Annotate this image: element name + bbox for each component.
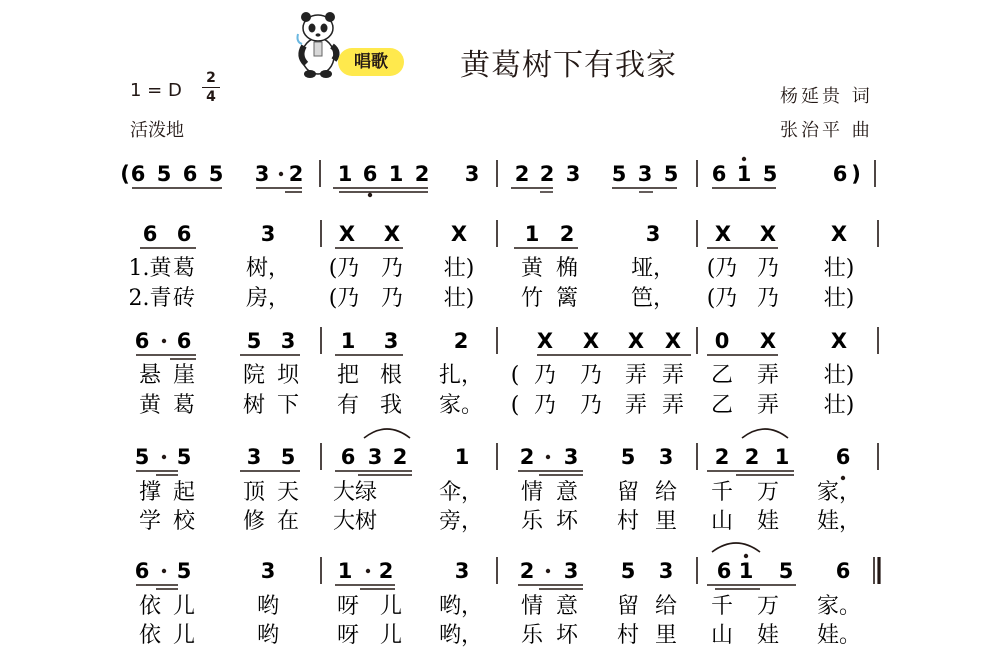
row4-dot [546,569,550,573]
lyric-verse1: (乃 [328,256,360,281]
lyric-verse2: 砖 [172,286,196,311]
row3-note: 5 [176,445,192,469]
lyric-verse1: 千 [710,594,734,619]
lyric-verse1: 弄 [756,363,780,388]
lyric-verse2: 里 [654,623,678,648]
row2-note: X [664,329,682,353]
row1-note: 3 [260,222,276,246]
intro-note: 1 [736,162,752,186]
meter-top: 2 [206,70,216,86]
lyric-verse2: 大树 [332,509,378,534]
row1-note: X [383,222,401,246]
intro-note: 3 [565,162,581,186]
row2-note: 3 [383,329,399,353]
intro-note: 3 [464,162,480,186]
row4-note: 5 [176,559,192,583]
lyric-verse2: 2.青 [128,286,172,311]
row3-note: 1 [454,445,470,469]
row2-note: 6 [176,329,192,353]
lyric-verse1: 悬 [138,363,162,388]
lyric-verse1: 把 [336,363,360,388]
lyric-verse2: 坏 [555,623,579,648]
row1-note: X [450,222,468,246]
lyric-verse1: 家。 [816,594,862,619]
lyric-verse2: ( [510,393,520,418]
lyric-verse2: 乃 [579,393,603,418]
lyric-verse2: 村 [616,623,640,648]
row3-note: 3 [367,445,383,469]
lyric-verse1: 万 [756,594,780,619]
tempo-marking: 活泼地 [130,120,184,141]
lyric-verse1: 壮) [823,256,855,281]
lyric-verse2: 有 [336,393,360,418]
row4-note: 3 [454,559,470,583]
singing-badge: 唱歌 [338,48,404,76]
row4-dot [366,569,370,573]
lyric-verse2: 娃 [756,623,780,648]
lyric-verse1: 树， [245,256,291,281]
row4-high-octave-dot [744,554,748,558]
row3-note: 3 [246,445,262,469]
lyricist-credit: 杨延贵 词 [780,86,873,107]
intro-note: 2 [539,162,555,186]
lyric-verse2: 黄 [138,393,162,418]
row3-low-octave-dot [841,476,845,480]
key-signature: 1 = D [130,80,182,101]
lyric-verse2: 哟， [438,623,484,648]
intro-note: 3 [254,162,270,186]
lyric-verse2: 树 [242,393,266,418]
lyric-verse1: 崖 [172,363,196,388]
lyric-verse1: 乃 [380,256,404,281]
lyric-verse1: 根 [379,363,403,388]
lyric-verse2: (乃 [328,286,360,311]
lyric-verse1: 垭， [630,256,676,281]
lyric-verse1: 撑 [138,480,162,505]
lyric-verse2: 儿 [379,623,403,648]
intro-note: 1 [388,162,404,186]
row1-note: X [759,222,777,246]
intro-note: 5 [663,162,679,186]
row2-note: 1 [340,329,356,353]
lyric-verse1: 天 [276,480,300,505]
lyric-verse1: 意 [555,594,579,619]
lyric-verse2: 儿 [172,623,196,648]
lyric-verse1: 千 [710,480,734,505]
lyric-verse2: 哟 [256,623,280,648]
lyric-verse2: 旁， [438,509,484,534]
row3-slur [742,429,788,438]
lyric-verse1: 黄 [520,256,544,281]
lyric-verse1: 壮) [443,256,475,281]
row4-note: 3 [260,559,276,583]
lyric-verse2: 乙 [710,393,734,418]
row2-note: X [759,329,777,353]
lyric-verse1: 大绿 [332,480,378,505]
row3-slur [364,429,410,438]
intro-note: 5 [611,162,627,186]
row3-dot [546,455,550,459]
composer-credit: 张治平 曲 [780,120,873,141]
lyric-verse1: 弄 [624,363,648,388]
row3-note: 6 [835,445,851,469]
lyric-verse2: 山 [710,623,734,648]
lyric-verse1: 乃 [756,256,780,281]
row4-note: 6 [835,559,851,583]
intro-note: 6 [130,162,146,186]
lyric-verse2: 乐 [520,509,544,534]
lyric-verse2: 乐 [520,623,544,648]
lyric-verse1: 家， [816,480,862,505]
intro-note: 6 [182,162,198,186]
lyric-verse1: 顶 [242,480,266,505]
lyric-verse2: 娃， [816,509,862,534]
lyric-verse1: 情 [520,594,544,619]
lyric-verse1: 万 [756,480,780,505]
lyric-verse1: 壮) [823,363,855,388]
meter-bottom: 4 [206,89,216,105]
intro-note: 3 [637,162,653,186]
row4-dot [162,569,166,573]
row1-note: 3 [645,222,661,246]
lyric-verse2: 壮) [823,393,855,418]
lyric-verse2: 葛 [172,393,196,418]
row3-note: 5 [134,445,150,469]
intro-note: 6 [832,162,848,186]
row2-note: X [627,329,645,353]
row1-note: 2 [559,222,575,246]
lyric-verse1: 给 [654,594,678,619]
lyric-verse2: 笆， [630,286,676,311]
lyric-verse1: 乃 [579,363,603,388]
lyric-verse1: 坝 [276,363,300,388]
intro-note: 6 [362,162,378,186]
row4-slur [712,543,760,552]
lyric-verse2: 我 [379,393,403,418]
row2-note: 2 [453,329,469,353]
lyric-verse1: 伞， [438,480,484,505]
row4-note: 6 [716,559,732,583]
row4-note: 1 [337,559,353,583]
row3-note: 1 [774,445,790,469]
lyric-verse1: 哟 [256,594,280,619]
row3-note: 3 [658,445,674,469]
row2-note: X [536,329,554,353]
row4-note: 5 [620,559,636,583]
row2-note: X [582,329,600,353]
lyric-verse2: 在 [276,509,300,534]
row3-note: 2 [392,445,408,469]
intro-note: 2 [288,162,304,186]
row4-note: 1 [738,559,754,583]
intro-mark: ( [120,162,130,186]
lyric-verse2: 弄 [624,393,648,418]
lyric-verse1: 院 [242,363,266,388]
lyric-verse1: 儿 [379,594,403,619]
song-title: 黄葛树下有我家 [460,48,677,83]
row3-note: 3 [563,445,579,469]
lyric-verse2: 篱 [555,286,579,311]
intro-dot [279,172,283,176]
row4-note: 3 [658,559,674,583]
lyric-verse1: 依 [138,594,162,619]
row4-note: 2 [519,559,535,583]
lyric-verse2: 下 [276,393,300,418]
row1-note: 6 [176,222,192,246]
lyric-verse2: 壮) [443,286,475,311]
lyric-verse1: 扎， [438,363,484,388]
lyric-verse2: 房， [245,286,291,311]
intro-note: 2 [414,162,430,186]
lyric-verse1: (乃 [706,256,738,281]
row1-note: 6 [142,222,158,246]
lyric-verse1: 乙 [710,363,734,388]
lyric-verse2: 依 [138,623,162,648]
lyric-verse2: 呀 [336,623,360,648]
row1-note: X [714,222,732,246]
row4-note: 3 [563,559,579,583]
lyric-verse1: 情 [520,480,544,505]
lyric-verse2: 学 [138,509,162,534]
row1-note: 1 [524,222,540,246]
lyric-verse1: 葛 [172,256,196,281]
row2-note: X [830,329,848,353]
row2-note: 3 [280,329,296,353]
row2-dot [162,339,166,343]
row2-note: 0 [714,329,730,353]
lyric-verse2: 乃 [380,286,404,311]
intro-note: 2 [514,162,530,186]
lyric-verse2: 山 [710,509,734,534]
lyric-verse2: 壮) [823,286,855,311]
row4-note: 6 [134,559,150,583]
lyric-verse1: 起 [172,480,196,505]
row2-note: 5 [246,329,262,353]
intro-note: 5 [208,162,224,186]
lyric-verse1: 哟， [438,594,484,619]
lyric-verse1: 乃 [533,363,557,388]
lyric-verse2: 乃 [533,393,557,418]
lyric-verse1: 儿 [172,594,196,619]
intro-note: 5 [156,162,172,186]
lyric-verse2: 乃 [756,286,780,311]
intro-note: 5 [762,162,778,186]
row2-note: 6 [134,329,150,353]
lyric-verse2: 家。 [438,393,484,418]
lyric-verse1: 弄 [661,363,685,388]
intro-mark: ) [851,162,861,186]
intro-note: 1 [337,162,353,186]
intro-high-octave-dot [742,157,746,161]
lyric-verse1: 意 [555,480,579,505]
lyric-verse1: 留 [616,480,640,505]
lyric-verse2: 娃。 [816,623,862,648]
lyric-verse2: 里 [654,509,678,534]
lyric-verse2: 弄 [661,393,685,418]
lyric-verse2: 坏 [555,509,579,534]
lyric-verse1: 呀 [336,594,360,619]
lyric-verse1: 留 [616,594,640,619]
lyric-verse2: 竹 [520,286,544,311]
row3-note: 5 [280,445,296,469]
row3-note: 5 [620,445,636,469]
lyric-verse1: ( [510,363,520,388]
row3-note: 2 [714,445,730,469]
lyric-verse2: 弄 [756,393,780,418]
lyric-verse1: 给 [654,480,678,505]
lyric-verse1: 桷 [555,256,579,281]
row4-note: 2 [378,559,394,583]
row3-note: 6 [340,445,356,469]
intro-low-octave-dot [368,193,372,197]
lyric-verse2: (乃 [706,286,738,311]
lyric-verse2: 修 [242,509,266,534]
row4-note: 5 [778,559,794,583]
row1-note: X [830,222,848,246]
lyric-verse2: 娃 [756,509,780,534]
lyric-verse1: 1.黄 [128,256,172,281]
row1-note: X [338,222,356,246]
row3-note: 2 [519,445,535,469]
row3-note: 2 [744,445,760,469]
row3-dot [162,455,166,459]
intro-note: 6 [711,162,727,186]
lyric-verse2: 村 [616,509,640,534]
lyric-verse2: 校 [172,509,196,534]
